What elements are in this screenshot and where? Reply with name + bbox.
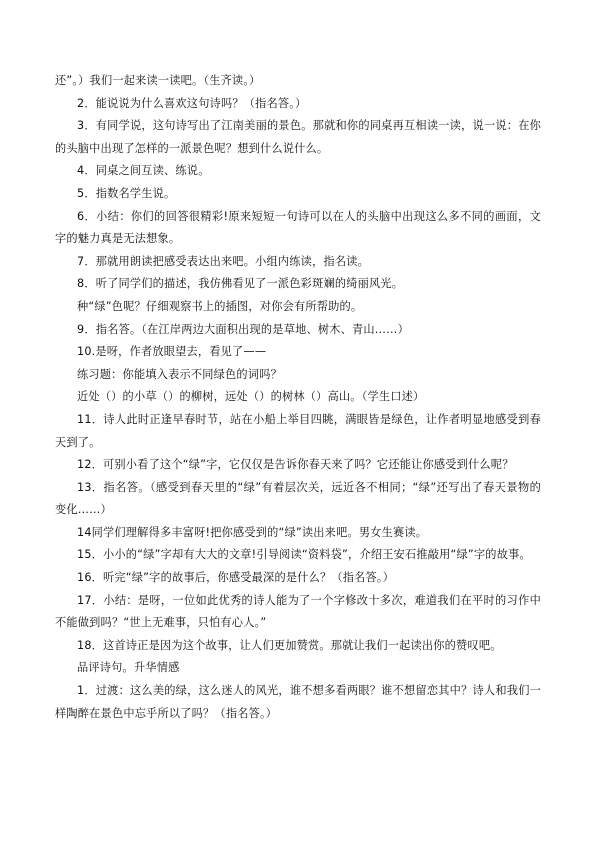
- paragraph-18: 15．小小的“绿”字却有大大的文章!引导阅读“资料袋”，介绍王安石推敲用“绿”字的故事。: [77, 548, 531, 562]
- paragraph-15: 12．可别小看了这个“绿”字，它仅仅是告诉你春天来了吗？它还能让你感受到什么呢？: [77, 458, 514, 472]
- paragraph-7: 7．那就用朗读把感受表达出来吧。小组内练读，指名读。: [77, 254, 370, 268]
- paragraph-19: 16．听完“绿”字的故事后，你感受最深的是什么？（指名答。）: [77, 571, 395, 585]
- paragraph-12: 练习题：你能填入表示不同绿色的词吗？: [77, 367, 282, 381]
- paragraph-9: 种“绿”色呢？仔细观察书上的插图，对你会有所帮助的。: [77, 299, 363, 313]
- paragraph-3: 3．有同学说，这句诗写出了江南美丽的景色。那就和你的同桌再互相读一读，说一说：在你的头脑中出现了怎样的一派景色呢？想到什么说什么。: [55, 119, 541, 155]
- paragraph-16: 13．指名答。（感受到春天里的“绿”有着层次关，远近各不相同；“绿”还写出了春天景物的变化……）: [55, 480, 541, 517]
- section-heading: 品评诗句。升华情感: [77, 661, 180, 675]
- paragraph-17: 14同学们理解得多丰富呀!把你感受到的“绿”读出来吧。男女生赛读。: [77, 525, 428, 539]
- paragraph-13: 近处（）的小草（）的柳树，远处（）的树林（）高山。（学生口述）: [77, 390, 425, 404]
- paragraph-5: 5．指数名学生说。: [77, 186, 176, 200]
- paragraph-8: 8．听了同学们的描述，我仿佛看见了一派色彩斑斓的绮丽风光。: [77, 277, 404, 291]
- paragraph-11: 10.是呀，作者放眼望去，看见了——: [77, 345, 267, 359]
- paragraph-2: 2．能说说为什么喜欢这句诗吗？（指名答。）: [77, 96, 307, 110]
- document-body: [55, 70, 541, 725]
- paragraph-10: 9．指名答。（在江岸两边大面积出现的是草地、树木、青山……）: [77, 322, 409, 336]
- paragraph-21: 18．这首诗正是因为这个故事，让人们更加赞赏。那就让我们一起读出你的赞叹吧。: [77, 638, 502, 652]
- paragraph-4: 4．同桌之间互读、练说。: [77, 164, 210, 178]
- paragraph-6: 6．小结：你们的回答很精彩!原来短短一句诗可以在人的头脑中出现这么多不同的画面，文字的魅力真是无法想象。: [55, 209, 541, 246]
- paragraph-1: 还”。）我们一起来读一读吧。（生齐读。）: [55, 74, 261, 87]
- paragraph-20: 17．小结：是呀，一位如此优秀的诗人能为了一个字修改十多次，难道我们在平时的习作中不能做到吗？“世上无难事，只怕有心人。”: [55, 593, 541, 630]
- paragraph-14: 11．诗人此时正逢早春时节，站在小船上举目四眺，满眼皆是绿色，让作者明显地感受到春天到了。: [55, 412, 541, 449]
- paragraph-22: 1．过渡：这么美的绿，这么迷人的风光，谁不想多看两眼？谁不想留恋其中？诗人和我们一样陶醉在景色中忘乎所以了吗？（指名答。）: [55, 684, 541, 720]
